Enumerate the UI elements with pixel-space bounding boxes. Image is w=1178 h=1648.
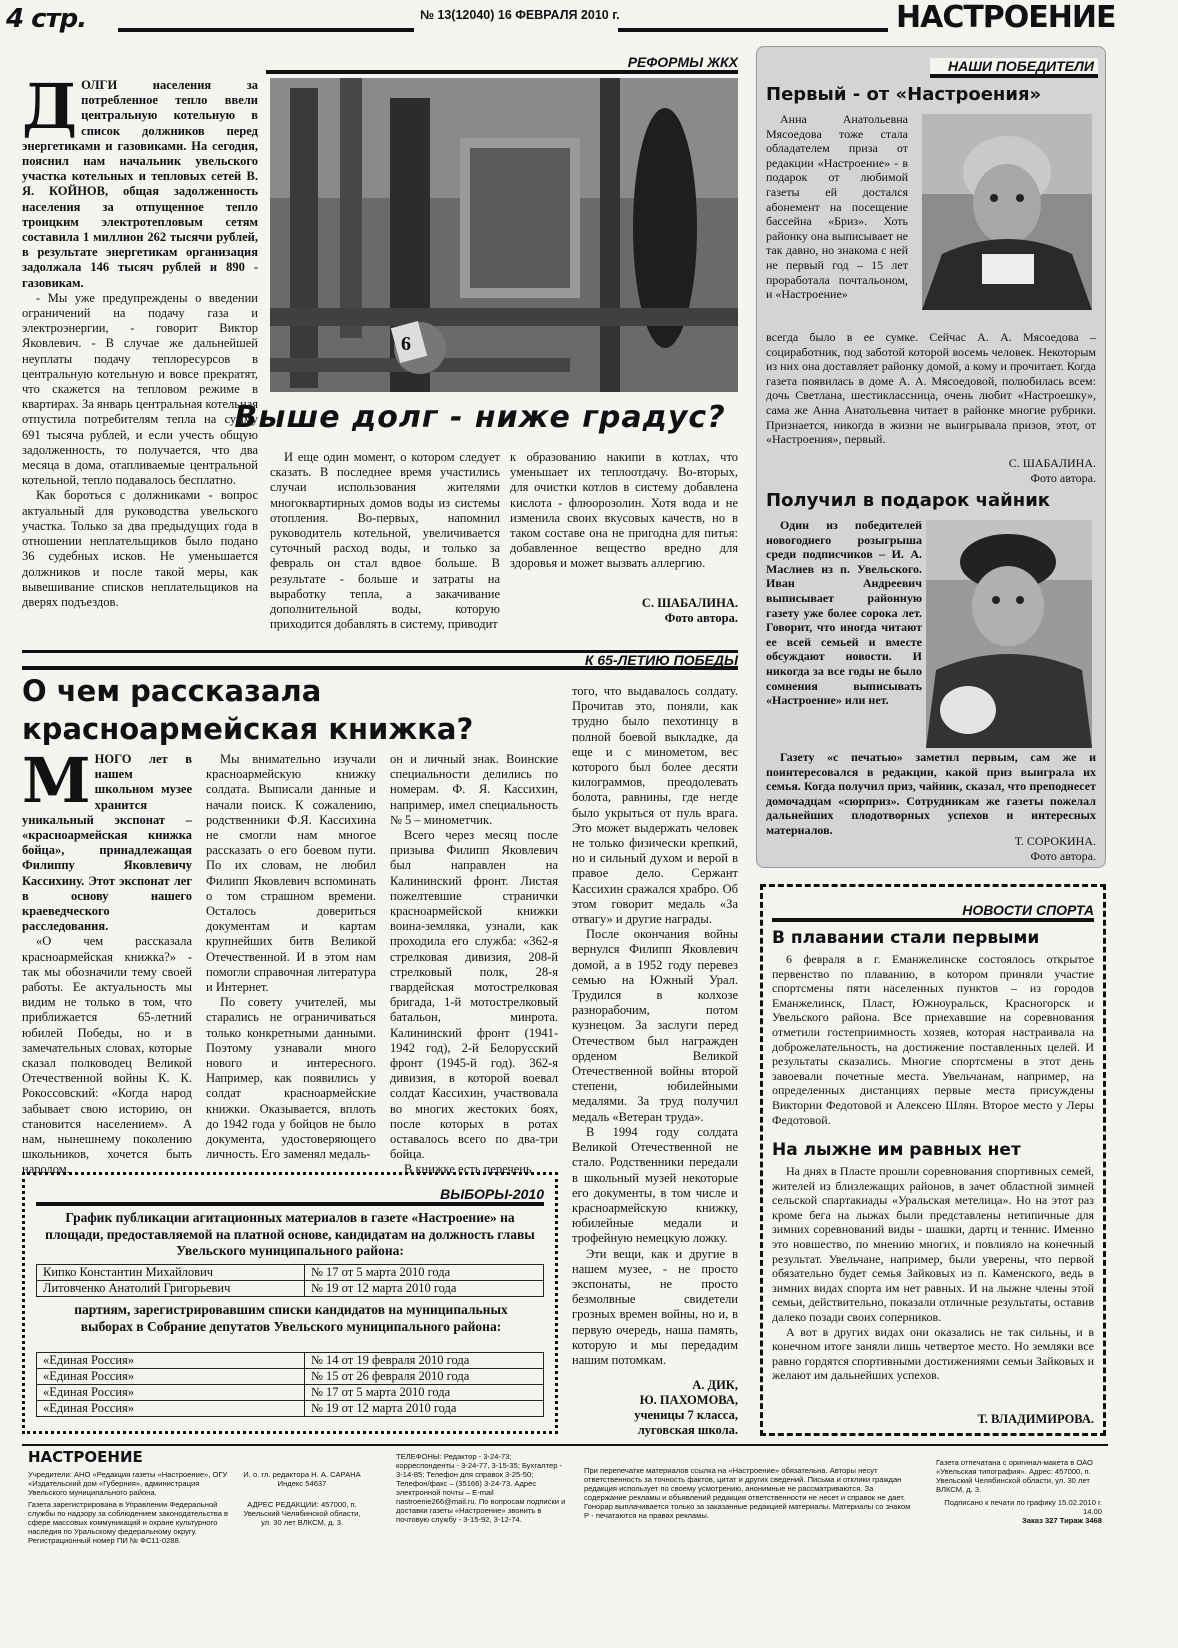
winners-sig2-author: Т. СОРОКИНА. bbox=[1014, 834, 1096, 848]
winners-headline-2: Получил в подарок чайник bbox=[766, 490, 1051, 511]
footer-editor-text: И. о. гл. редактора Н. А. САРАНА bbox=[243, 1470, 361, 1479]
article1-col2 bbox=[270, 450, 500, 632]
winner-woman-image bbox=[922, 114, 1092, 310]
footer-rules bbox=[584, 1466, 914, 1586]
sports-signature: Т. ВЛАДИМИРОВА. bbox=[977, 1412, 1094, 1426]
article2-col4-paragraph: После окончания войны вернулся Филипп Яковлевич домой, а в 1952 году перевез семью на Южный Урал. Трудился в колхозе разнорабочим, потом кузнецом. За заслуги перед Отечеством был награжден орденом Великой Отечественной войны второй степени, юбилейными медалями. За труд получил медаль «Ветеран труда». bbox=[572, 927, 738, 1124]
rubric-housing-reform-text: РЕФОРМЫ ЖКХ bbox=[627, 54, 738, 70]
winner-man-photo bbox=[926, 520, 1092, 748]
elections-title: График публикации агитационных материалов в газете «Настроение» на площади, предоставляемой на платной основе, кандидатам на должность главы Увельского муниципального района: bbox=[45, 1210, 535, 1258]
boiler-room-photo bbox=[270, 78, 738, 392]
article2-col3-paragraph: В книжке есть перечень bbox=[404, 1162, 532, 1177]
article2-col4-paragraph: Эти вещи, как и другие в нашем музее, - не просто экспонаты, не просто безмолвные свидетели грозных времен войны, но и, в первую очередь, наша память, которую и мы передадим нашим потомкам. bbox=[572, 1246, 738, 1367]
article2-sig-line: Ю. ПАХОМОВА, bbox=[639, 1393, 738, 1407]
article2-col3-paragraph: он и личный знак. Воинские специальности делились по номерам. Ф. Я. Кассихин, например, имел специальность № 5 – минометчик. bbox=[390, 752, 558, 827]
rubric-sports bbox=[772, 902, 1094, 922]
party-name: «Единая Россия» bbox=[37, 1353, 305, 1369]
rubric-elections bbox=[36, 1186, 544, 1206]
article2-sig-line: луговская школа. bbox=[637, 1423, 738, 1437]
table-row bbox=[37, 1353, 544, 1369]
winners-sig1-credit: Фото автора. bbox=[1030, 471, 1096, 485]
article2-col3 bbox=[390, 752, 558, 1177]
party-issue: № 15 от 26 февраля 2010 года bbox=[305, 1369, 544, 1385]
sports-story2-text: А вот в других видах они оказались не так сильны, и в конечном итоге заняли лишь четвертое место. Но земляки все равно гордятся спортивными достижениями семьи Зайковых и желают им дальнейших успехов. bbox=[772, 1324, 1094, 1383]
article1-signature bbox=[510, 596, 738, 626]
sports-story1 bbox=[772, 952, 1094, 1134]
rubric-winners-text: НАШИ ПОБЕДИТЕЛИ bbox=[947, 58, 1094, 74]
footer-registration-text: Газета зарегистрирована в Управлении Федеральной службы по надзору за соблюдением законодательства в сфере массовых коммуникаций и охране культурного наследия по Уральскому федеральному округу. Регистрационный номер ПИ № ФС11-0288. bbox=[28, 1500, 229, 1545]
party-issue: № 14 от 19 февраля 2010 года bbox=[305, 1353, 544, 1369]
photo-tag-number: 6 bbox=[401, 333, 411, 355]
elections-subtitle: партиям, зарегистрировавшим списки кандидатов на муниципальных выборах в Собрание депутатов Увельского муниципального района: bbox=[74, 1302, 508, 1334]
article1-photo-credit: Фото автора. bbox=[664, 611, 738, 625]
article2-col1-paragraph: «О чем рассказала красноармейская книжка?» - так мы обозначили тему своей работы. Ее актуальность мы видим не только в том, что приближается 65-летний юбилей Победы, но и в замечательных словах, которые сказал полководец Великой Отечественной войны К. К. Рокоссовский: «Когда народ забывает свою историю, он становится населением». А нам, нынешнему поколению школьников, хочется быть народом. bbox=[22, 934, 192, 1177]
parties-table bbox=[36, 1352, 544, 1417]
candidates-table bbox=[36, 1264, 544, 1297]
footer-logo bbox=[28, 1448, 178, 1468]
article2-col1 bbox=[22, 744, 192, 1177]
article2-col2 bbox=[206, 752, 376, 1162]
winners-sig2 bbox=[766, 834, 1096, 864]
article2-sig-line: А. ДИК, bbox=[692, 1378, 738, 1392]
footer-phones-text: ТЕЛЕФОНЫ: Редактор - 3-24-73; корреспонденты - 3-24-77, 3-15-35; Бухгалтер - 3-14-85; Телефон для справок 3-25-50; Телефон/факс – (35166) 3-24-73. Адрес электронной почты – E-mail nastroenie266@mail.ru. По вопросам подписки и доставки газеты «Настроение» звонить в почтовую службу - 3-15-92, 3-12-74. bbox=[396, 1452, 566, 1524]
footer-print-text: Газета отпечатана с оригинал-макета в ОАО «Увельская типография». Адрес: 457000, п. Увельский Челябинской области, ул. 30 лет ВЛКСМ, д. 3. bbox=[936, 1458, 1093, 1494]
article1-paragraph: Как бороться с должниками - вопрос актуальный для руководства увельского участка. Только за два предыдущих года в отношении неплательщиков было подано 36 судебных исков. Не уменьшается должников и после такой меры, как вывешивание списков неплательщиков на дверях подъездов. bbox=[22, 488, 258, 609]
candidate-name: Литовченко Анатолий Григорьевич bbox=[37, 1281, 305, 1297]
party-issue: № 17 от 5 марта 2010 года bbox=[305, 1385, 544, 1401]
article2-headline-line1: О чем рассказала bbox=[22, 674, 322, 708]
winners-story2-narrow bbox=[766, 518, 922, 750]
footer-editor bbox=[242, 1470, 362, 1590]
article2-lead: НОГО лет в нашем школьном музее хранится уникальный экспонат – «красноармейская книжка бойца», принадлежащая Филиппу Яковлевичу Кассихину. Этот экспонат лег в основу нашего краеведческого расследования. bbox=[22, 752, 192, 934]
sports-headline-2: На лыжне им равных нет bbox=[772, 1140, 1021, 1160]
winners-sig2-credit: Фото автора. bbox=[1030, 849, 1096, 863]
rubric-victory bbox=[22, 650, 738, 670]
page-number-text: 4 стр. bbox=[6, 4, 87, 34]
candidate-issue: № 19 от 12 марта 2010 года bbox=[305, 1281, 544, 1297]
article2-dropcap: М bbox=[22, 744, 91, 817]
winners-story1-p1: Анна Анатольевна Мясоедова тоже стала обладателем приза от редакции «Настроение» - в подарок от любимой газеты ей достался абонемент на посещение бассейна «Бриз». Хоть районку она выписывает не так давно, но знакома с ней не первый год – 15 лет проработала почтальоном, и «Настроение» bbox=[766, 112, 908, 302]
table-row bbox=[37, 1401, 544, 1417]
footer-index-text: Индекс 54637 bbox=[277, 1479, 327, 1488]
article1-headline: Выше долг - ниже градус? bbox=[234, 400, 726, 435]
winners-story1-p2: всегда было в ее сумке. Сейчас А. А. Мясоедова – социработник, под заботой которой восемь человек. Некоторым из них она доставляет районку домой, а кому и прочитает. Когда газета появилась в доме А. А. Мясоедовой, полюбилась всем: дочь Светлана, шестиклассница, очень любит «Настроешку», сама же Анна Анатольевна читает в районке многие рубрики. Признается, никогда в жизни не выигрывала призов, этот, от «Настроения», первый. bbox=[766, 330, 1096, 447]
candidate-issue: № 17 от 5 марта 2010 года bbox=[305, 1265, 544, 1281]
issue-info: № 13(12040) 16 ФЕВРАЛЯ 2010 г. bbox=[420, 8, 620, 22]
footer-phones bbox=[396, 1452, 566, 1592]
sports-story2-text: На днях в Пласте прошли соревнования спортивных семей, жителей из близлежащих районов, в зачет областной зимней сельской спартакиады «Уральская метелица». Но на этот раз кроме бега на лыжах были представлены нетипичные для зимних соревнований виды - шашки, дартц и теннис. Именно это новшество, по мнению многих, и повлияло на конечный результат. Увельчане, например, были уверены, что первой обязательно будет семья Зайковых из п. Каменского, ведь в зимних видах спорта им нет равных. И на лыжне члены этой семьи, действительно, показали отличные результаты, оставив далеко позади своих соперников. bbox=[772, 1164, 1094, 1324]
table-row bbox=[37, 1281, 544, 1297]
article2-col4-paragraph: В 1994 году солдата Великой Отечественной не стало. Родственники передали в школьный музей некоторые его документы, в том числе и красноармейскую книжку, юбилейные медали и трофейную немецкую ложку. bbox=[572, 1124, 738, 1246]
article2-signature bbox=[572, 1378, 738, 1438]
rubric-winners bbox=[930, 58, 1098, 78]
table-row bbox=[37, 1369, 544, 1385]
winner-man-image bbox=[926, 520, 1092, 748]
elections-table-parties bbox=[36, 1352, 544, 1417]
article2-col4-paragraph: того, что выдавалось солдату. Прочитав это, поняли, как трудно было пехотинцу в полной боевой выкладке, да еще и с минометом, вес которого был более десяти килограммов, преодолевать болота, равнины, где негде было укрыться от пуль врага. Это может выдержать человек не только физически крепкий, но и сильный духом и верой в правое дело. Сержант Кассихин сражался храбро. Об этом говорит медаль «За отвагу» и другие награды. bbox=[572, 684, 738, 927]
footer-print bbox=[936, 1458, 1102, 1588]
header-rule-left bbox=[118, 28, 414, 32]
rubric-victory-text: К 65-ЛЕТИЮ ПОБЕДЫ bbox=[584, 652, 738, 668]
boiler-room-image bbox=[270, 78, 738, 392]
rubric-housing-reform bbox=[266, 54, 738, 74]
article1-col1 bbox=[22, 70, 258, 624]
winners-story1-narrow bbox=[766, 112, 908, 330]
article1-dropcap: Д bbox=[22, 70, 78, 143]
article2-sig-line: ученицы 7 класса, bbox=[634, 1408, 738, 1422]
party-name: «Единая Россия» bbox=[37, 1385, 305, 1401]
rubric-sports-text: НОВОСТИ СПОРТА bbox=[962, 902, 1094, 918]
footer-rule bbox=[22, 1444, 1108, 1446]
footer-founders bbox=[28, 1470, 238, 1594]
footer-address-text: АДРЕС РЕДАКЦИИ: 457000, п. Увельский Челябинской области, ул. 30 лет ВЛКСМ, д. 3. bbox=[243, 1500, 361, 1527]
article2-col2-paragraph: По совету учителей, мы старались не ограничиваться только конкретными данными. Поэтому узнавали много нового и интересного. Например, как появились у солдат красноармейские книжки. Оказывается, вплоть до 1942 года у бойцов не было документа, удостоверяющего личность. Его заменял медаль- bbox=[206, 995, 376, 1162]
table-row bbox=[37, 1385, 544, 1401]
rubric-elections-text: ВЫБОРЫ-2010 bbox=[440, 1186, 544, 1202]
footer-signed-text: Подписано к печати по графику 15.02.2010 г. 14.00 bbox=[944, 1498, 1102, 1516]
article1-author: С. ШАБАЛИНА. bbox=[641, 596, 738, 610]
article2-headline-line2: красноармейская книжка? bbox=[22, 712, 474, 746]
winners-sig1-author: С. ШАБАЛИНА. bbox=[1008, 456, 1096, 470]
article2-col2-paragraph: Мы внимательно изучали красноармейскую книжку солдата. Выписали данные и начали поиск. К сожалению, родственники Ф.Я. Кассихина не смогли нам многое рассказать о его боевом пути. По их словам, не любил Филипп Яковлевич вспоминать о том страшном времени. Осталось довериться документам и картам крупнейших битв Великой Отечественной. И в этом нам помогли справочная литература и Интернет. bbox=[206, 752, 376, 995]
masthead: НАСТРОЕНИЕ bbox=[896, 0, 1116, 35]
page-number bbox=[6, 4, 116, 40]
article1-col3-text: к образованию накипи в котлах, что уменьшает их теплоотдачу. Во-вторых, для очистки котлов в систему добавлена кислота - флюорозолин. Хотя вода и не изменила своих вкусовых качеств, но в таком составе она не пригодна для питья: добавленное вещество вредно для здоровья и может вызвать аллергию. bbox=[510, 450, 738, 571]
header-rule-right bbox=[618, 28, 888, 32]
sports-story2 bbox=[772, 1164, 1094, 1412]
article1-col3 bbox=[510, 450, 738, 590]
article2-col3-paragraph: Всего через месяц после призыва Филипп Яковлевич был направлен на Калининский фронт. Листая пожелтевшие странички красноармейской книжки воина-земляка, узнали, как проходила его служба: «362-я стрелковая дивизия, 208-й стрелковый полк, 28-я гвардейская мотострелковая бригада, 1-й мотострелковый батальон, минрота. Калининский фронт (1941-1942 год), 2-й Белорусский фронт (1945-й год). 362-я дивизия, в которой воевал солдат Кассихин, участвовала во многих жестоких боях, после которых в ротах оставалось всего по два-три бойца. bbox=[390, 828, 558, 1162]
winners-story1-wide bbox=[766, 330, 1096, 456]
elections-table-heads bbox=[36, 1264, 544, 1297]
party-issue: № 19 от 12 марта 2010 года bbox=[305, 1401, 544, 1417]
winners-sig1 bbox=[766, 456, 1096, 486]
article1-lead: ОЛГИ населения за потребленное тепло ввели центральную котельную в список должников перед энергетиками и газовиками. На сегодня, пояснил нам начальник увельского участка котельных и тепловых сетей В. Я. КОЙНОВ, общая задолженность населения за отпущенное тепло троицким электротепловым сетям составила 1 миллион 262 тысячи рублей, в результате энергетикам организация задолжала 146 тысяч рублей и 890 - газовикам. bbox=[22, 78, 258, 290]
article2-headline bbox=[22, 672, 582, 748]
winners-story2-wide bbox=[766, 750, 1096, 837]
candidate-name: Кипко Константин Михайлович bbox=[37, 1265, 305, 1281]
table-row bbox=[37, 1265, 544, 1281]
footer-rules-text: При перепечатке материалов ссылка на «Настроение» обязательна. Авторы несут ответственность за точность фактов, цитат и других сведений. Письма и отклики граждан редакция использует по своему усмотрению, анонимные не рассматриваются. За содержание рекламы и объявлений редакция ответственности не несет и справок не дает. Гонорар выплачивается только за заказанные редакцией материалы. Материалы со знаком Р - печатаются на правах рекламы. bbox=[584, 1466, 911, 1520]
winners-headline-1: Первый - от «Настроения» bbox=[766, 84, 1042, 105]
footer-founders-text: Учредители: АНО «Редакция газеты «Настроение», ОГУ «Издательский дом «Губерния», администрация Увельского муниципального района. bbox=[28, 1470, 228, 1497]
party-name: «Единая Россия» bbox=[37, 1401, 305, 1417]
footer-order-text: Заказ 327 Тираж 3468 bbox=[1021, 1516, 1102, 1525]
sports-story1-text: 6 февраля в г. Еманжелинске состоялось открытое первенство по плаванию, в котором приняли участие спортсмены пяти населенных пунктов – из городов Еманжелинск, Пласт, Южноуральск, Красногорск и Увельского района. Все приехавшие на соревнования отметили гостеприимность хозяев, которая настраивала на доброжелательность, на достижение поставленных целей. И результаты сказались. Многие спортсмены в этот день завоевали почетные места. Увельчанам, например, на определенных дистанциях первые места присуждены Виктории Федотовой и Алексею Шлян. Второе место у Леры Федотовой. bbox=[772, 952, 1094, 1127]
winners-story2-p1: Один из победителей новогоднего розыгрыша среди подписчиков – И. А. Маслиев из п. Увельского. Иван Андреевич выписывает районную газету уже более сорока лет. Говорит, что иногда читают ее всей семьей и вместе обсуждают новости. И никогда за все годы не было сомнения выписывать «Настроение» или нет. bbox=[766, 518, 922, 708]
sports-headline-1: В плавании стали первыми bbox=[772, 928, 1040, 948]
winners-story2-p2: Газету «с печатью» заметил первым, сам же и поинтересовался в редакции, какой приз выиграла их семья. Когда получил приз, чайник, сказал, что преподнесет домочадцам «сюрприз». Сотрудникам же газеты пожелал дальнейших плодотворных успехов и интересных материалов. bbox=[766, 750, 1096, 837]
article1-col2-text: И еще один момент, о котором следует сказать. В последнее время участились случаи использования жителями многоквартирных домов воды из системы отопления. Во-первых, напомнил руководитель котельной, увеличивается суточный расход воды, и только за февраль он стал вдвое больше. В результате - больше и затраты на выработку тепла, а закачивание дополнительной воды, которую приходится добавлять в систему, приводит bbox=[270, 450, 500, 632]
winner-woman-photo bbox=[922, 114, 1092, 310]
party-name: «Единая Россия» bbox=[37, 1369, 305, 1385]
footer-logo-text: НАСТРОЕНИЕ bbox=[28, 1448, 143, 1466]
article2-col4 bbox=[572, 684, 738, 1374]
article1-paragraph: - Мы уже предупреждены о введении ограничений на подачу газа и электроэнергии, - говорит Виктор Яковлевич. - В случае же дальнейшей неуплаты подачу теплоресурсов в центральную котельную и вовсе прекратят, что скажется на тепловом режиме в квартирах. За январь центральная котельная отпустила потребителям тепла на сумму 691 тысяча рублей, и если учесть общую задолженность, то получается, что два месяца в дома, отапливаемые центральной котельной, тепло подавалось бесплатно. bbox=[22, 290, 258, 488]
